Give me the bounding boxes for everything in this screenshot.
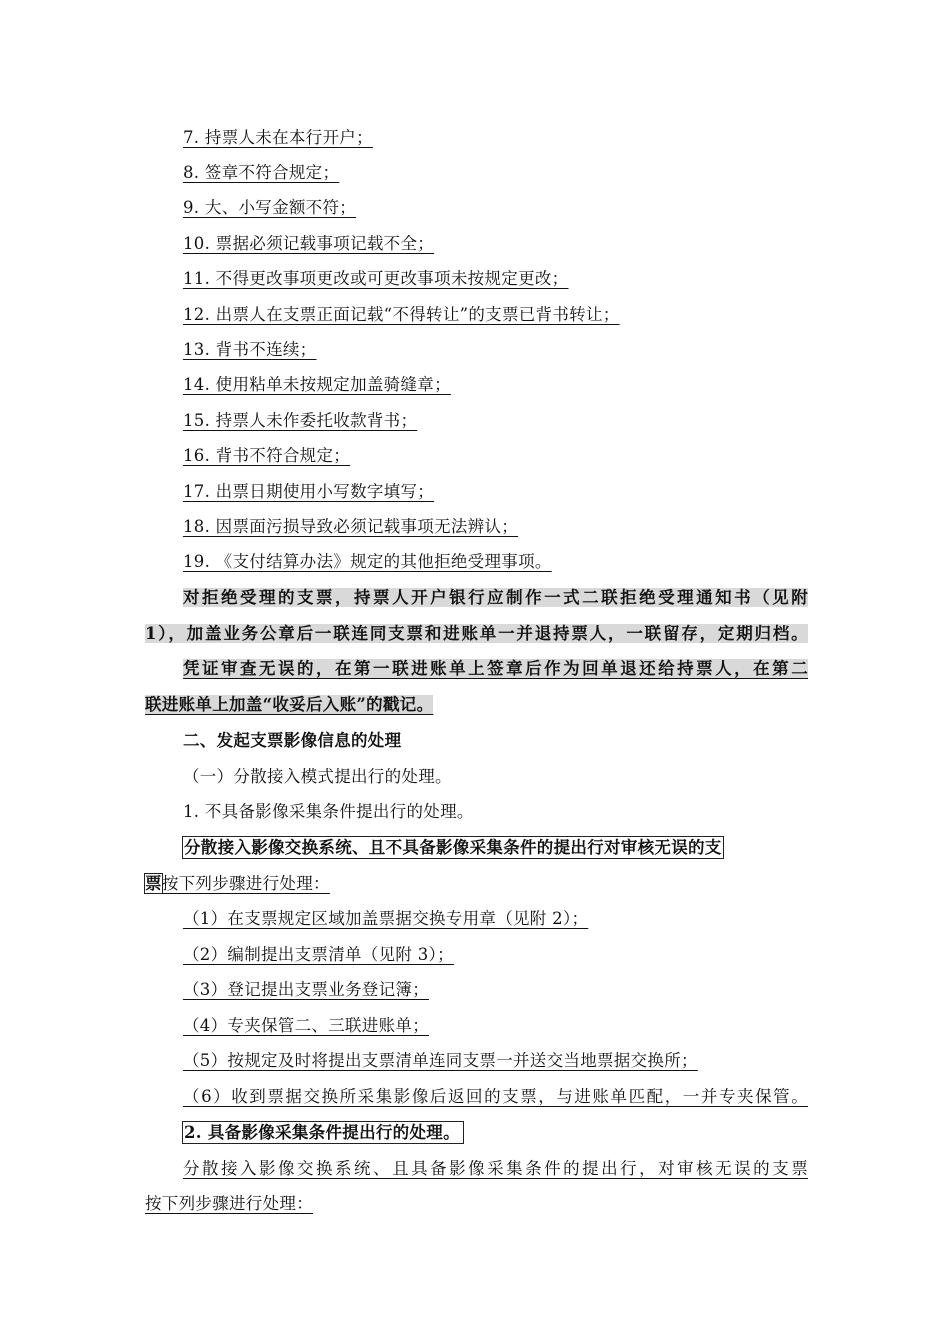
- list-item: 18. 因票面污损导致必须记载事项无法辨认；: [183, 517, 519, 536]
- item2-paragraph-line2: 按下列步骤进行处理：: [145, 1194, 313, 1213]
- verify-paragraph-text: 凭证审查无误的，在第一联进账单上签章后作为回单退还给持票人，在第二: [183, 659, 808, 678]
- step-item: （5）按规定及时将提出支票清单连同支票一并送交当地票据交换所；: [183, 1051, 698, 1070]
- list-item: 7. 持票人未在本行开户；: [183, 128, 373, 147]
- item1-paragraph-rest: 按下列步骤进行处理：: [161, 874, 330, 893]
- item1-paragraph-line1: [183, 837, 723, 859]
- item1-paragraph-line2: [145, 873, 330, 895]
- item2-paragraph-line1: 分散接入影像交换系统、且具备影像采集条件的提出行，对审核无误的支票: [183, 1159, 808, 1178]
- verify-paragraph-text: 联进账单上加盖“收妥后入账”的戳记。: [145, 695, 434, 714]
- step-item: （4）专夹保管二、三联进账单；: [183, 1016, 429, 1035]
- list-item: 14. 使用粘单未按规定加盖骑缝章；: [183, 375, 451, 394]
- item-title: [183, 1122, 463, 1144]
- item2-title-text: 2. 具备影像采集条件提出行的处理。: [183, 1122, 463, 1143]
- reject-paragraph-line2: [145, 623, 808, 645]
- list-item: 13. 背书不连续；: [183, 340, 317, 359]
- item1-paragraph-boxed-text: 分散接入影像交换系统、且不具备影像采集条件的提出行对审核无误的支: [184, 838, 722, 857]
- list-item: 16. 背书不符合规定；: [183, 446, 351, 465]
- reject-paragraph-line1: [183, 587, 808, 609]
- step-item: （1）在支票规定区域加盖票据交换专用章（见附 2）；: [183, 909, 589, 928]
- item1-paragraph-boxed-char: 票: [145, 874, 162, 893]
- list-item: 15. 持票人未作委托收款背书；: [183, 411, 418, 430]
- verify-paragraph-line1: [183, 658, 808, 680]
- reject-paragraph-text: 1），加盖业务公章后一联连同支票和进账单一并退持票人，一联留存，定期归档。: [145, 624, 808, 643]
- list-item: 11. 不得更改事项更改或可更改事项未按规定更改；: [183, 269, 569, 288]
- verify-paragraph-line2: [145, 694, 433, 716]
- list-item: 9. 大、小写金额不符；: [183, 198, 357, 217]
- item-title: 1. 不具备影像采集条件提出行的处理。: [183, 802, 474, 821]
- list-item: 17. 出票日期使用小写数字填写；: [183, 482, 435, 501]
- subsection-title: （一）分散接入模式提出行的处理。: [183, 767, 452, 786]
- step-item: （3）登记提出支票业务登记簿；: [183, 980, 429, 999]
- step-item: （2）编制提出支票清单（见附 3）；: [183, 945, 454, 964]
- list-item: 8. 签章不符合规定；: [183, 163, 340, 182]
- list-item: 10. 票据必须记载事项记载不全；: [183, 234, 435, 253]
- list-item: 19. 《支付结算办法》规定的其他拒绝受理事项。: [183, 552, 552, 571]
- list-item: 12. 出票人在支票正面记载“不得转让”的支票已背书转让；: [183, 305, 620, 324]
- section-title: 二、发起支票影像信息的处理: [183, 731, 402, 750]
- reject-paragraph-text: 对拒绝受理的支票，持票人开户银行应制作一式二联拒绝受理通知书（见附: [183, 588, 808, 607]
- step-item: （6）收到票据交换所采集影像后返回的支票，与进账单匹配，一并专夹保管。: [183, 1087, 808, 1106]
